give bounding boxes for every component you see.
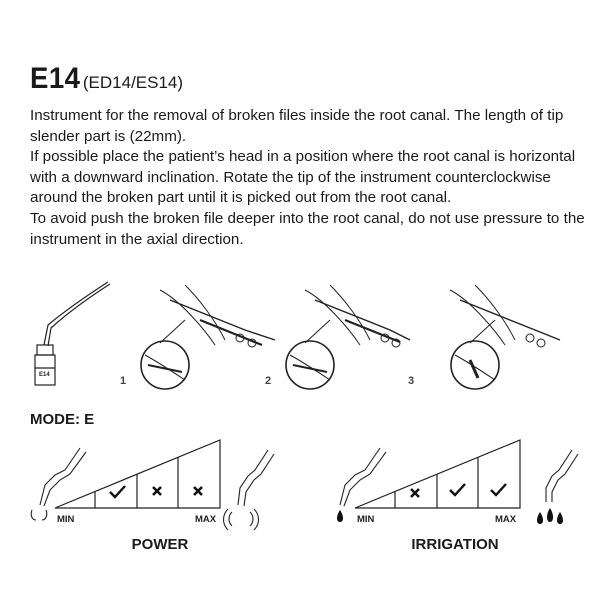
check-icon (450, 484, 465, 495)
power-diagram (0, 430, 300, 540)
cross-icon (194, 487, 202, 495)
title-row (30, 64, 183, 94)
cross-icon (411, 489, 419, 497)
irrigation-min-label: MIN (357, 514, 375, 525)
tip-label: E14 (39, 372, 50, 378)
description-paragraph: To avoid push the broken file deeper into the root canal, do not use pressure to the instrument in the axial direction. (30, 209, 585, 248)
check-icon (110, 486, 125, 497)
irrigation-max-label: MAX (495, 514, 517, 525)
step-number: 3 (408, 375, 415, 387)
instrument-code: E14 (30, 62, 81, 95)
power-graph (0, 430, 300, 553)
step-number: 1 (120, 375, 127, 387)
instrument-aliases: (ED14/ES14) (82, 73, 184, 92)
step-1-drawing (141, 285, 275, 389)
drops-icon (537, 508, 563, 524)
handpiece-icon (31, 448, 86, 520)
irrigation-graph (300, 430, 610, 553)
handpiece-drop-icon (340, 448, 386, 506)
mode-label: MODE: E (30, 411, 95, 428)
description-paragraph: Instrument for the removal of broken files inside the root canal. The length of tip slender part is (22mm). (30, 107, 564, 145)
handpiece-vibrating-icon (224, 450, 275, 530)
tip-drawing (35, 282, 110, 385)
description (30, 106, 590, 250)
description-paragraph: If possible place the patient’s head in a position where the root canal is horizontal with a downward inclination. Rotate the tip of the instrument counterclockwise around the broken part until it is picked out from the root canal. (30, 148, 576, 207)
drop-icon (337, 510, 343, 522)
step-2-drawing (286, 285, 410, 389)
step-number: 2 (265, 375, 272, 387)
handpiece-drops-icon (546, 450, 578, 502)
procedure-drawing (0, 270, 610, 400)
cross-icon (153, 487, 161, 495)
power-caption: POWER (131, 536, 189, 553)
irrigation-caption: IRRIGATION (411, 536, 499, 553)
step-3-drawing (450, 285, 560, 389)
check-icon (491, 484, 506, 495)
power-min-label: MIN (57, 514, 75, 525)
procedure-illustrations (0, 270, 610, 400)
power-max-label: MAX (195, 514, 217, 525)
irrigation-diagram (300, 430, 610, 540)
